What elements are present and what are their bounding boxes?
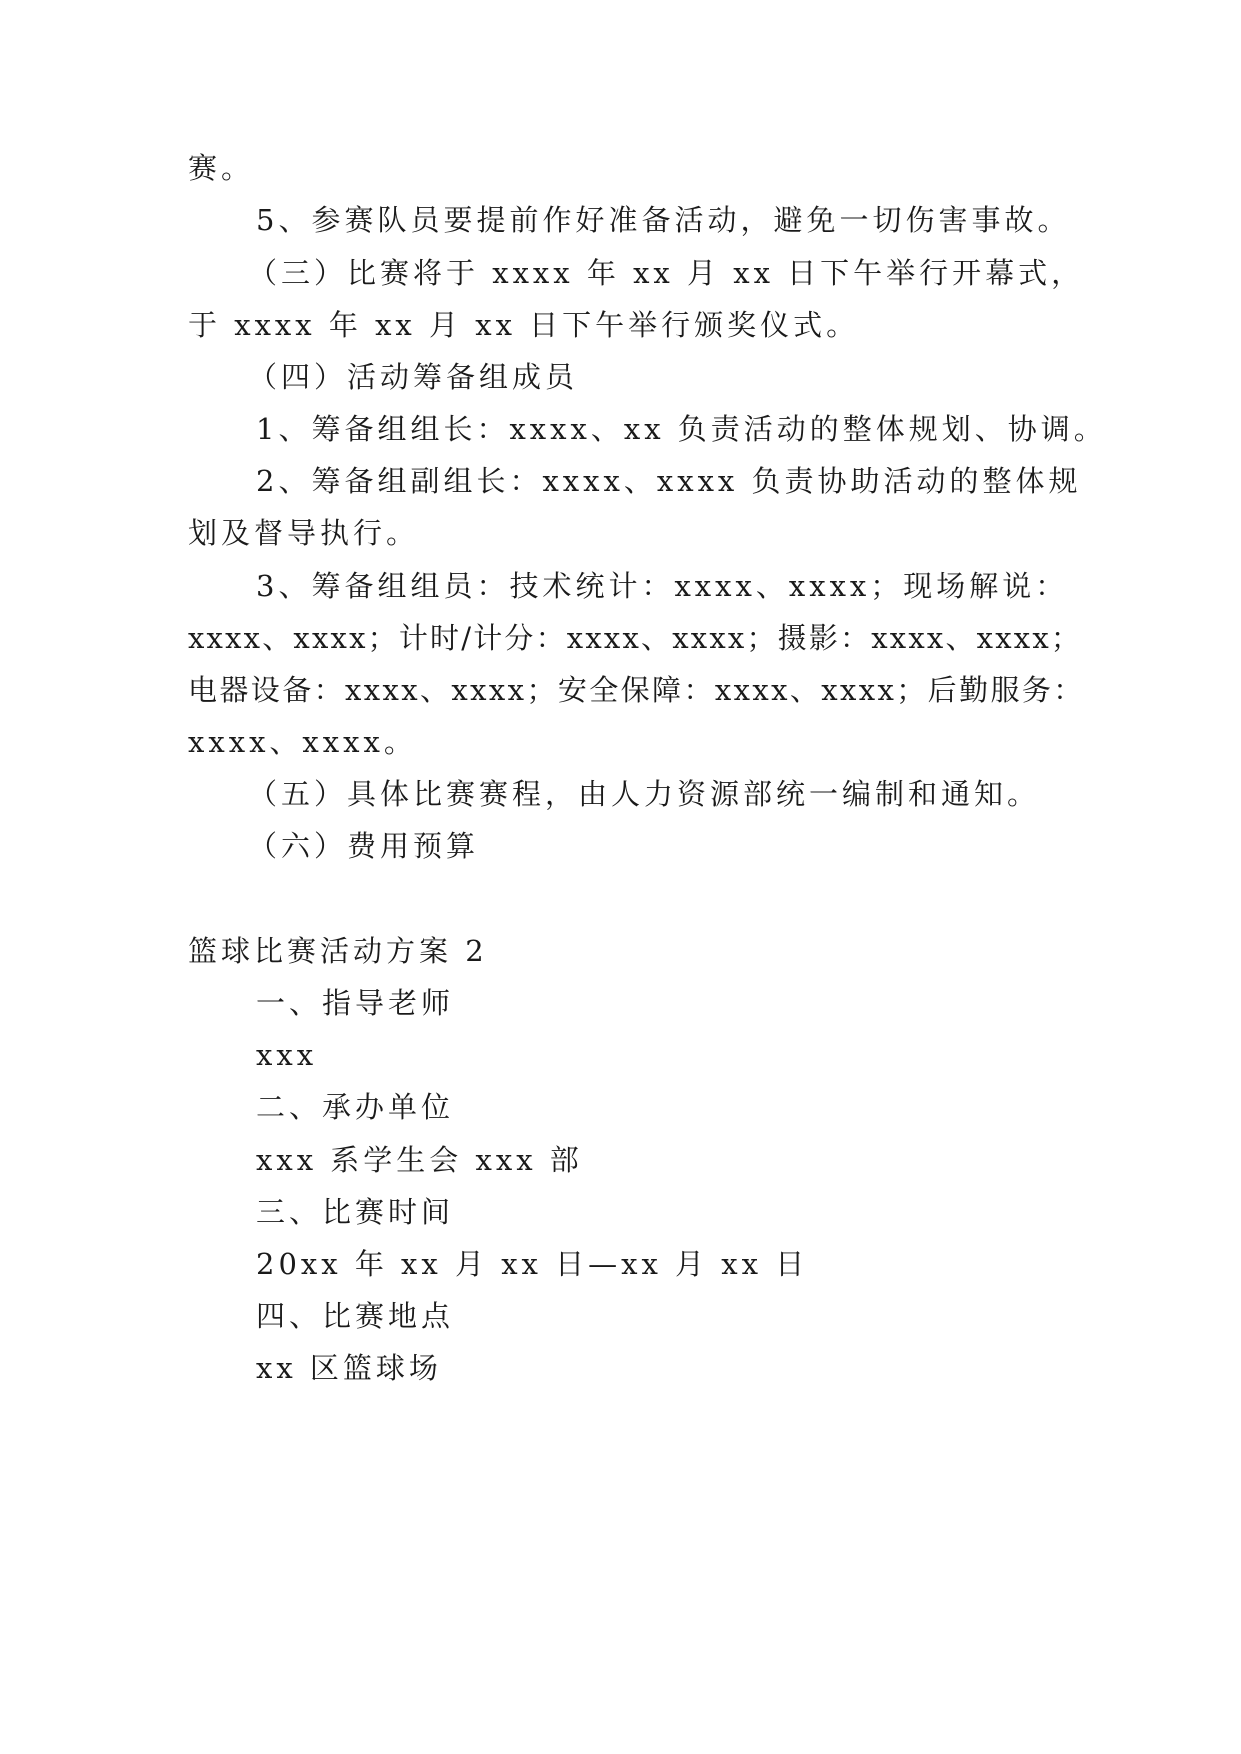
section-heading: （四）活动筹备组成员 [248, 360, 579, 394]
paragraph-line: 划及督导执行。 [188, 516, 420, 550]
paragraph-line: xxxx、xxxx；计时/计分：xxxx、xxxx；摄影：xxxx、xxxx； [188, 621, 1083, 655]
section-heading: 四、比赛地点 [256, 1299, 455, 1333]
paragraph-line: 赛。 [188, 151, 255, 185]
paragraph-line: 2、筹备组副组长：xxxx、xxxx 负责协助活动的整体规 [256, 464, 1082, 498]
document-title: 篮球比赛活动方案 2 [188, 934, 488, 968]
section-heading: 三、比赛时间 [256, 1195, 455, 1229]
paragraph-line: 3、筹备组组员：技术统计：xxxx、xxxx；现场解说： [256, 569, 1069, 603]
paragraph-line: xxx 系学生会 xxx 部 [256, 1143, 583, 1177]
paragraph-line: xxx [256, 1038, 318, 1072]
paragraph-line: （五）具体比赛赛程，由人力资源部统一编制和通知。 [248, 777, 1041, 811]
paragraph-line: 于 xxxx 年 xx 月 xx 日下午举行颁奖仪式。 [188, 308, 860, 342]
paragraph-line: 20xx 年 xx 月 xx 日—xx 月 xx 日 [256, 1247, 809, 1281]
paragraph-line: 1、筹备组组长：xxxx、xx 负责活动的整体规划、协调。 [256, 412, 1107, 446]
paragraph-line: xx 区篮球场 [256, 1351, 442, 1385]
section-heading: 一、指导老师 [256, 986, 455, 1020]
paragraph-line: （三）比赛将于 xxxx 年 xx 月 xx 日下午举行开幕式， [248, 256, 1085, 290]
paragraph-line: xxxx、xxxx。 [188, 725, 417, 759]
paragraph-line: 5、参赛队员要提前作好准备活动，避免一切伤害事故。 [256, 203, 1071, 237]
section-heading: 二、承办单位 [256, 1090, 455, 1124]
section-heading: （六）费用预算 [248, 829, 480, 863]
paragraph-line: 电器设备：xxxx、xxxx；安全保障：xxxx、xxxx；后勤服务： [188, 673, 1085, 707]
